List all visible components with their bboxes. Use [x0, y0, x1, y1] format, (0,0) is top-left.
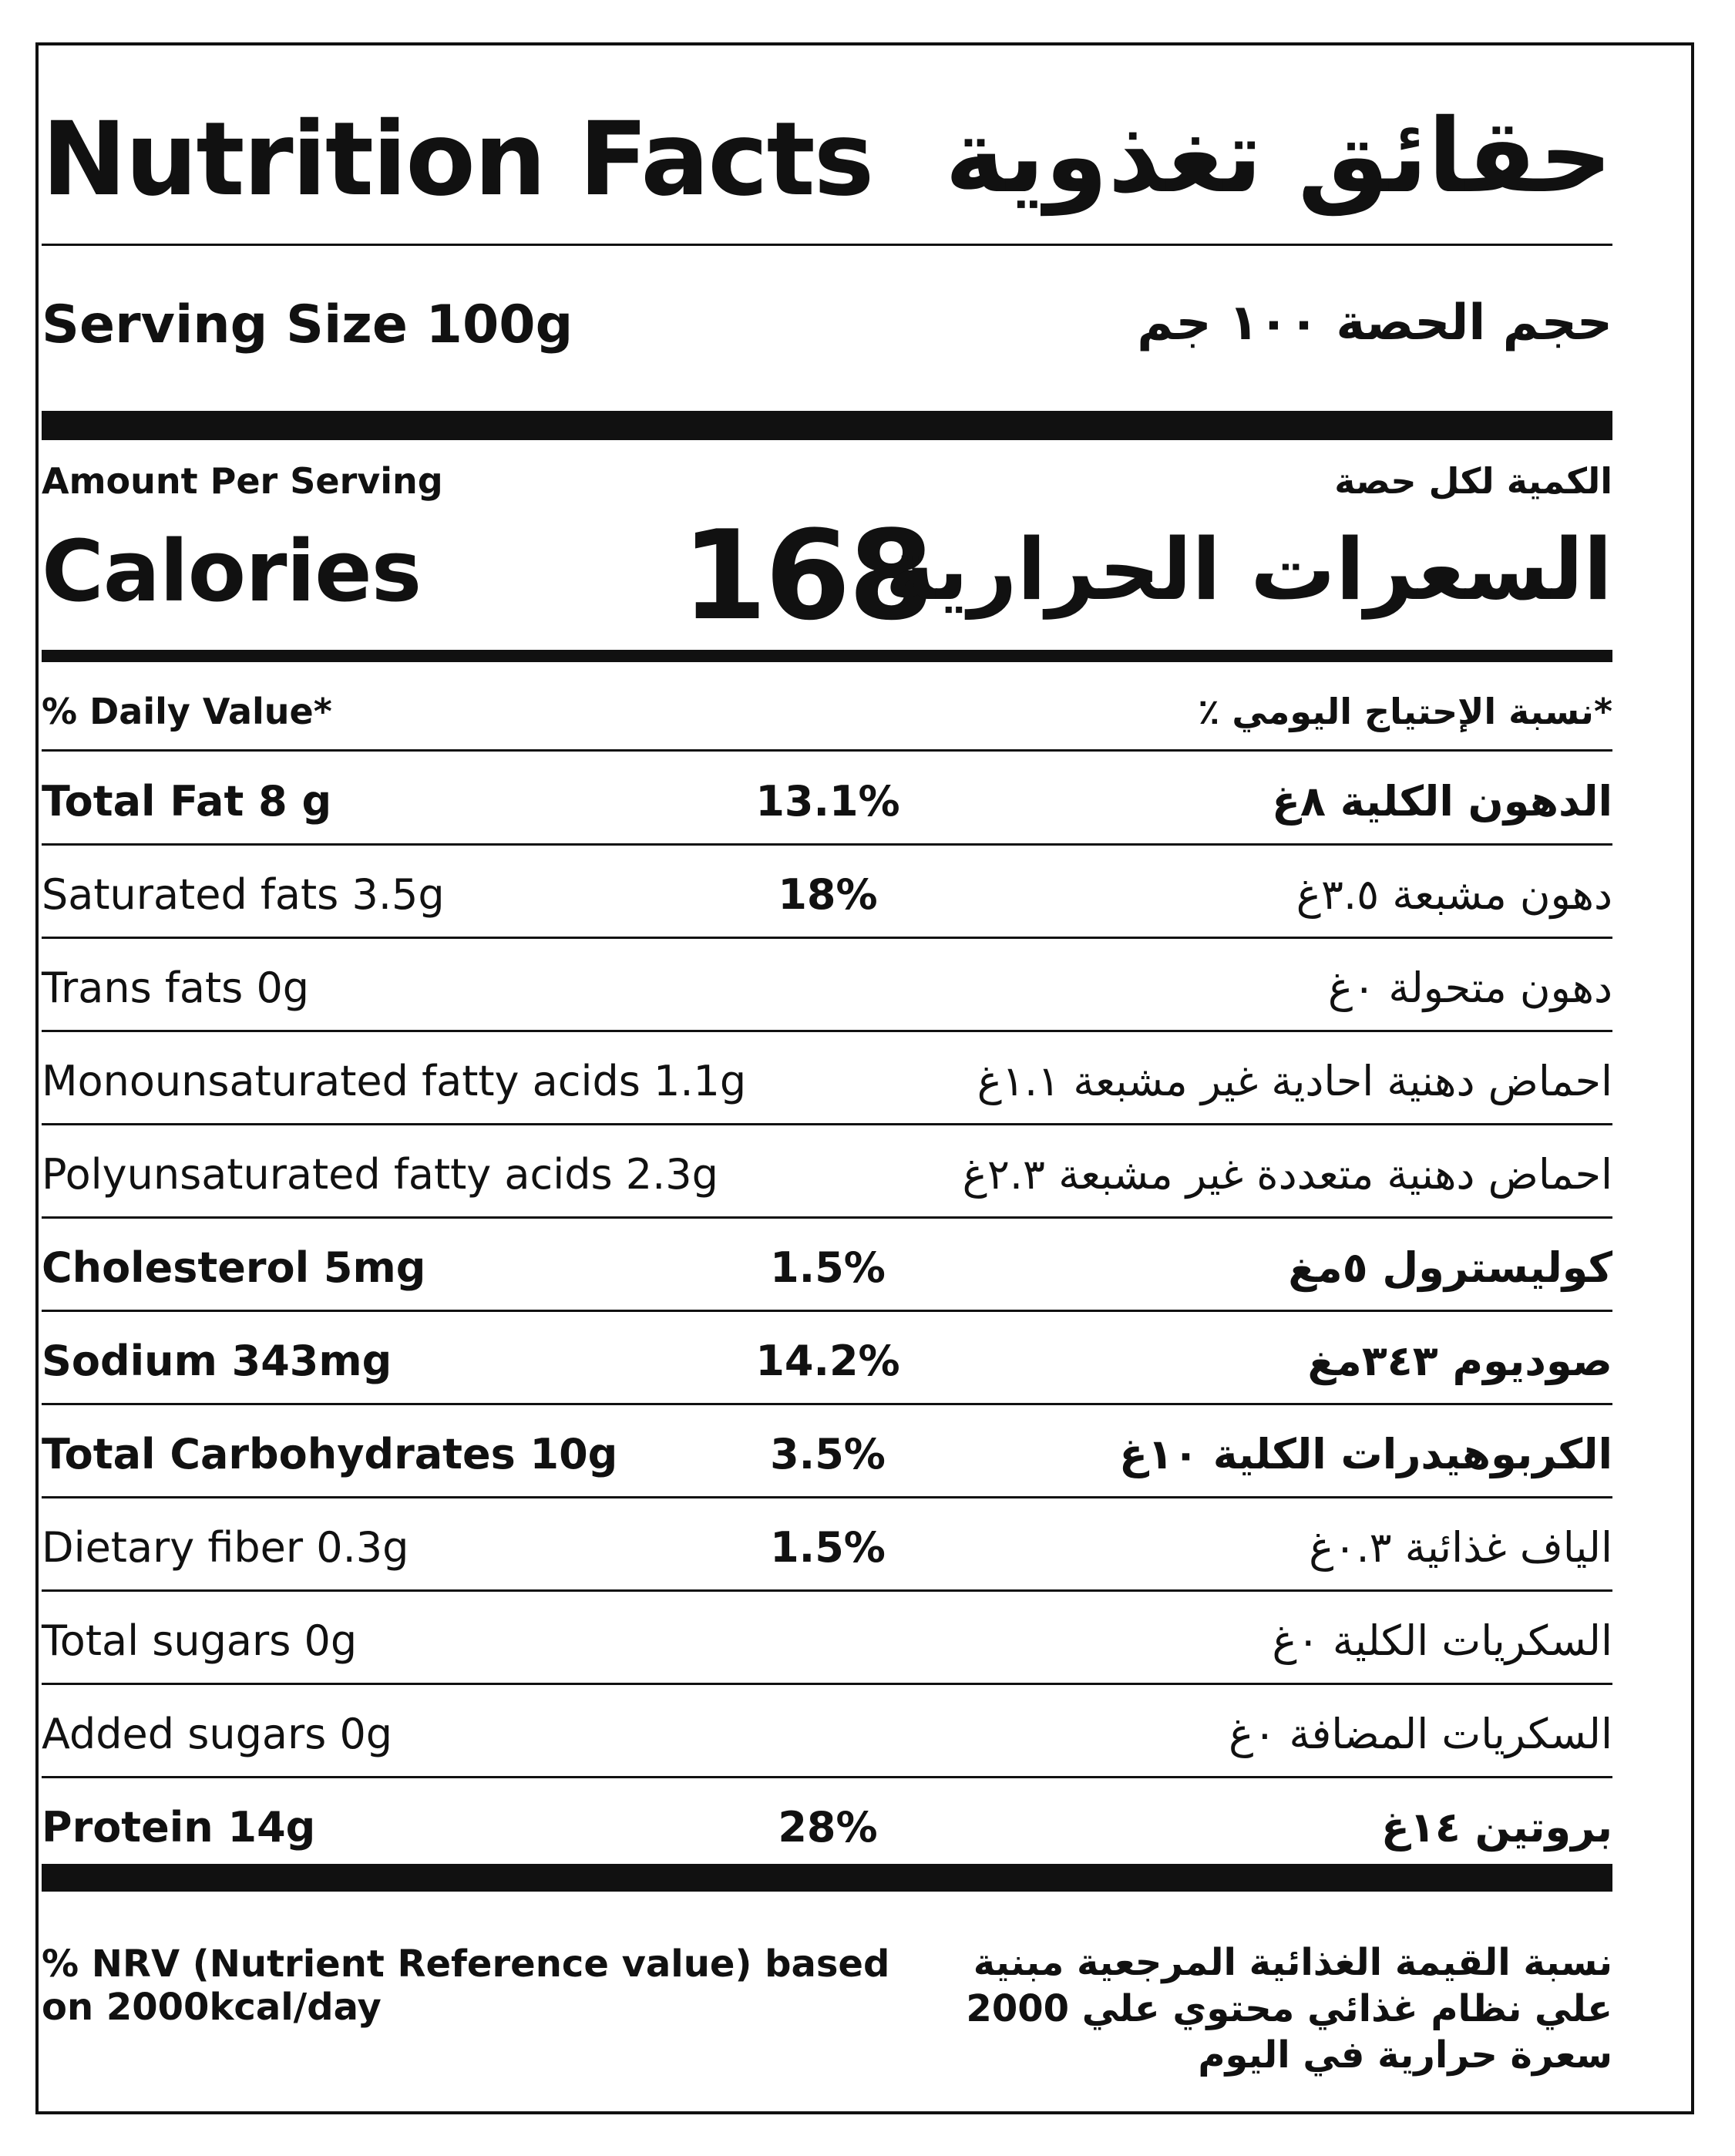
serving-size-en: Serving Size 100g	[42, 294, 573, 355]
title-en: Nutrition Facts	[42, 100, 873, 219]
nutrient-label-en: Protein 14g	[42, 1803, 316, 1852]
nutrient-row	[42, 1778, 1612, 1872]
nutrient-label-ar: دهون متحولة ٠غ	[1327, 964, 1612, 1012]
title-ar: حقائق تغذوية	[944, 97, 1612, 216]
nutrient-row	[42, 1405, 1612, 1498]
nutrient-list	[42, 752, 1612, 1872]
nutrient-daily-percent: 18%	[778, 870, 878, 919]
title-row	[42, 77, 1612, 219]
nutrient-daily-percent: 3.5%	[770, 1430, 886, 1478]
footer-note-en: % NRV (Nutrient Reference value) based on 2000kcal/day	[42, 1942, 890, 2029]
nutrient-row	[42, 1592, 1612, 1685]
calories-row	[42, 443, 1612, 647]
nutrient-row	[42, 1685, 1612, 1778]
amount-per-serving-en: Amount Per Serving	[42, 460, 443, 502]
nutrient-label-en: Total Carbohydrates 10g	[42, 1430, 618, 1478]
thick-divider-bottom	[42, 1864, 1612, 1892]
nutrient-row	[42, 1032, 1612, 1125]
daily-value-ar: *نسبة الإحتياج اليومي ٪	[1198, 691, 1612, 732]
nutrient-label-ar: دهون مشبعة ٣.٥غ	[1296, 870, 1612, 919]
divider-daily-value	[42, 749, 1612, 752]
nutrient-label-en: Sodium 343mg	[42, 1337, 392, 1385]
nutrient-label-ar: بروتين ١٤غ	[1381, 1803, 1612, 1852]
serving-row	[42, 247, 1612, 401]
nutrient-label-ar: الدهون الكلية ٨غ	[1272, 777, 1612, 826]
nutrient-label-ar: احماض دهنية متعددة غير مشبعة ٢.٣غ	[962, 1150, 1612, 1199]
nutrient-row	[42, 846, 1612, 939]
calories-label-en: Calories	[42, 522, 422, 621]
nutrient-label-en: Total Fat 8 g	[42, 777, 332, 826]
nutrient-daily-percent: 28%	[778, 1803, 878, 1852]
nutrient-daily-percent: 14.2%	[755, 1337, 900, 1385]
nutrient-daily-percent: 13.1%	[755, 777, 900, 826]
nutrient-label-ar: كوليسترول ٥مغ	[1288, 1243, 1612, 1292]
nutrient-label-en: Saturated fats 3.5g	[42, 870, 445, 919]
serving-size-ar: حجم الحصة ١٠٠ جم	[1137, 294, 1612, 351]
nutrient-row	[42, 1125, 1612, 1219]
daily-value-header	[42, 669, 1612, 751]
nutrient-row	[42, 1498, 1612, 1592]
nutrient-label-ar: احماض دهنية احادية غير مشبعة ١.١غ	[977, 1057, 1612, 1105]
nutrient-label-ar: الياف غذائية ٠.٣غ	[1309, 1523, 1612, 1572]
nutrient-daily-percent: 1.5%	[770, 1523, 886, 1572]
footer-note-ar: نسبة القيمة الغذائية المرجعية مبنية علي نظام غذائي محتوي علي 2000 سعرة حرارية في اليوم	[966, 1941, 1612, 2077]
nutrient-row	[42, 939, 1612, 1032]
daily-value-en: % Daily Value*	[42, 691, 332, 732]
nutrient-label-en: Total sugars 0g	[42, 1616, 358, 1665]
nutrient-label-en: Polyunsaturated fatty acids 2.3g	[42, 1150, 718, 1199]
nutrient-row	[42, 1312, 1612, 1405]
calories-label-ar: السعرات الحرارية	[885, 520, 1612, 619]
nutrient-label-en: Monounsaturated fatty acids 1.1g	[42, 1057, 747, 1105]
thick-divider-calories	[42, 650, 1612, 662]
nutrient-label-en: Trans fats 0g	[42, 964, 310, 1012]
thick-divider-serving	[42, 411, 1612, 440]
nutrient-label-en: Dietary fiber 0.3g	[42, 1523, 409, 1572]
divider-title	[42, 244, 1612, 246]
nutrient-row	[42, 1219, 1612, 1312]
nutrient-label-ar: الكربوهيدرات الكلية ١٠غ	[1119, 1430, 1612, 1478]
nutrient-row	[42, 752, 1612, 846]
nutrient-label-ar: السكريات الكلية ٠غ	[1272, 1616, 1612, 1665]
nutrient-daily-percent: 1.5%	[770, 1243, 886, 1292]
calories-value: 168	[681, 503, 932, 647]
nutrient-label-en: Cholesterol 5mg	[42, 1243, 426, 1292]
nutrient-label-ar: صوديوم ٣٤٣مغ	[1307, 1337, 1612, 1385]
nutrient-label-en: Added sugars 0g	[42, 1710, 393, 1758]
amount-per-serving-ar: الكمية لكل حصة	[1334, 460, 1612, 502]
footer	[42, 1942, 1612, 2097]
nutrient-label-ar: السكريات المضافة ٠غ	[1229, 1710, 1612, 1758]
